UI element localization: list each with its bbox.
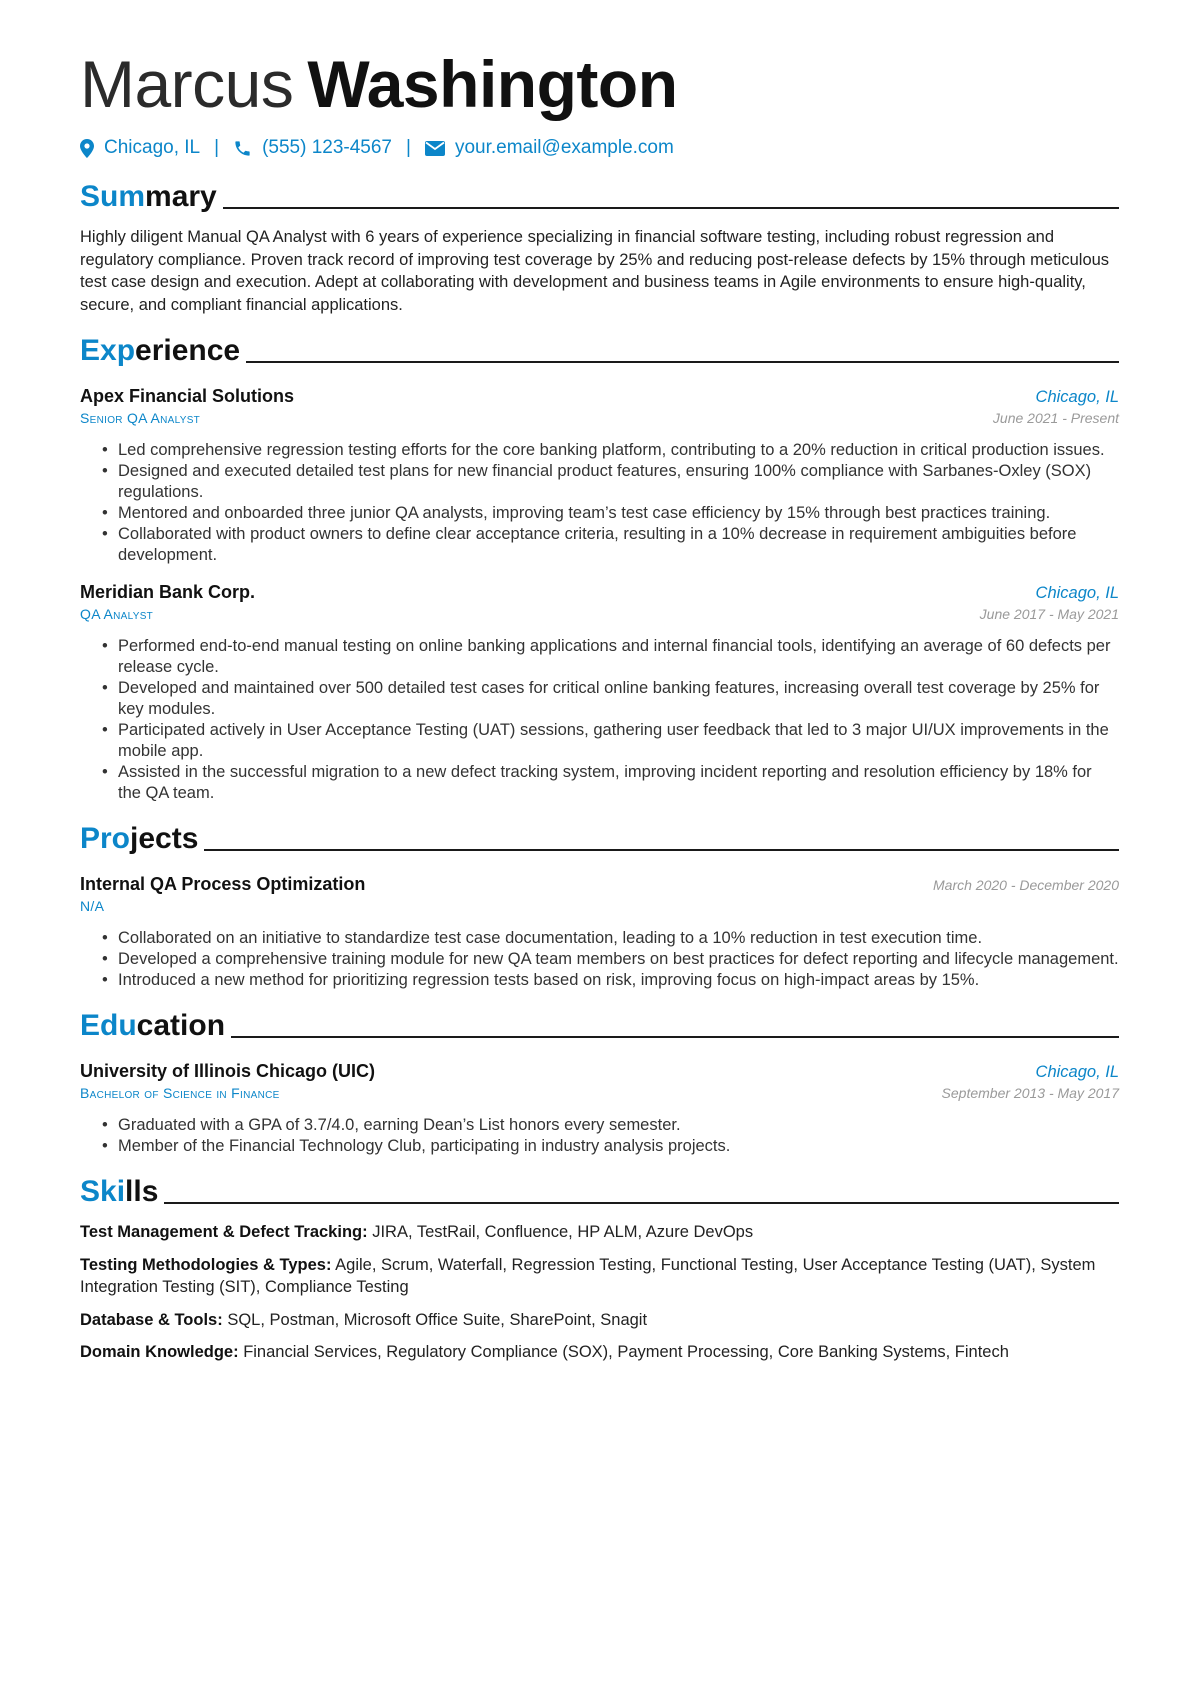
- section-divider: [223, 207, 1119, 209]
- achievement-item: • Developed a comprehensive training module for new QA team members on best practices for defect reporting and lifecycle management.: [118, 949, 1119, 970]
- experience-list: [80, 386, 1119, 804]
- section-divider: [164, 1202, 1119, 1204]
- employer-name: Meridian Bank Corp.: [80, 582, 256, 602]
- achievement-item: • Collaborated on an initiative to standardize test case documentation, leading to a 10% reduction in test execution time.: [118, 928, 1119, 949]
- project-role: N/A: [80, 898, 105, 914]
- job-dates: June 2021 - Present: [992, 410, 1119, 426]
- achievement-item: • Led comprehensive regression testing efforts for the core banking platform, contributing to a 20% reduction in critical production issues.: [118, 440, 1119, 461]
- education-list: [80, 1061, 1119, 1157]
- skill-row: [80, 1341, 1119, 1364]
- projects-list: [80, 874, 1119, 991]
- summary-text: Highly diligent Manual QA Analyst with 6 years of experience specializing in financial software testing, including robust regression and regulatory compliance. Proven track record of improving test coverage by 25% and reducing post-release defects by 15% through meticulous test case design and execution. Adept at collaborating with development and business teams in Agile environments to ensure high-quality, secure, and compliant financial applications.: [80, 228, 1110, 314]
- project-name: Internal QA Process Optimization: [80, 874, 366, 894]
- achievement-item: • Developed and maintained over 500 detailed test cases for critical online banking features, increasing overall test coverage by 25% for key modules.: [118, 678, 1119, 720]
- skill-category: Testing Methodologies & Types:: [80, 1255, 332, 1274]
- skill-values: SQL, Postman, Microsoft Office Suite, SharePoint, Snagit: [227, 1310, 648, 1329]
- achievement-item: • Performed end-to-end manual testing on online banking applications and internal financial tools, identifying an average of 60 defects per release cycle.: [118, 636, 1119, 678]
- first-name: Marcus: [80, 47, 294, 121]
- contact-email[interactable]: [425, 137, 674, 159]
- degree: Bachelor of Science in Finance: [80, 1085, 280, 1101]
- employer-name: Apex Financial Solutions: [80, 386, 295, 406]
- skill-category: Database & Tools:: [80, 1310, 223, 1329]
- education-dates: September 2013 - May 2017: [941, 1085, 1119, 1101]
- resume-page: [80, 0, 1119, 1374]
- job-location: Chicago, IL: [1035, 388, 1119, 406]
- project-entry: [80, 874, 1119, 991]
- achievement-list: [80, 1115, 1119, 1157]
- skills-heading: [80, 1173, 1119, 1209]
- envelope-icon: [425, 141, 445, 156]
- projects-heading: [80, 820, 1119, 856]
- section-divider: [204, 849, 1119, 851]
- section-title: Education: [80, 1009, 226, 1042]
- skill-row: [80, 1254, 1119, 1299]
- achievement-item: • Mentored and onboarded three junior QA analysts, improving team’s test case efficiency by 15% through best practices training.: [118, 503, 1119, 524]
- skill-values: Agile, Scrum, Waterfall, Regression Testing, Functional Testing, User Acceptance Testing (UAT), System Integration Testing (SIT), Compliance Testing: [80, 1255, 1096, 1296]
- section-title: Skills: [80, 1175, 159, 1208]
- achievement-list: [80, 928, 1119, 991]
- skill-values: Financial Services, Regulatory Compliance (SOX), Payment Processing, Core Banking Systems, Fintech: [243, 1343, 1009, 1361]
- last-name: Washington: [307, 47, 678, 121]
- achievement-item: • Participated actively in User Acceptance Testing (UAT) sessions, gathering user feedback that led to 3 major UI/UX improvements in the mobile app.: [118, 720, 1119, 762]
- project-dates: March 2020 - December 2020: [933, 877, 1119, 893]
- achievement-item: • Member of the Financial Technology Club, participating in industry analysis projects.: [118, 1136, 1119, 1157]
- skills-list: [80, 1221, 1119, 1364]
- job-title: Senior QA Analyst: [80, 410, 201, 426]
- achievement-list: [80, 636, 1119, 804]
- skill-category: Domain Knowledge:: [80, 1343, 239, 1361]
- map-pin-icon: [80, 139, 94, 158]
- job-dates: June 2017 - May 2021: [979, 606, 1119, 622]
- section-divider: [231, 1036, 1119, 1038]
- achievement-item: • Designed and executed detailed test plans for new financial product features, ensuring 100% compliance with Sarbanes-Oxley (SOX) regulations.: [118, 461, 1119, 503]
- skill-row: [80, 1309, 1119, 1332]
- section-title: Experience: [80, 334, 241, 367]
- summary-heading: [80, 178, 1119, 214]
- skill-row: [80, 1221, 1119, 1244]
- contact-bar: [80, 134, 1119, 162]
- candidate-name: [80, 44, 1119, 124]
- contact-separator: |: [406, 137, 411, 158]
- job-title: QA Analyst: [80, 606, 154, 622]
- achievement-item: • Assisted in the successful migration to a new defect tracking system, improving incident reporting and resolution efficiency by 18% for the QA team.: [118, 762, 1119, 804]
- experience-heading: [80, 332, 1119, 368]
- phone-text[interactable]: (555) 123-4567: [262, 137, 392, 158]
- section-divider: [246, 361, 1119, 363]
- achievement-list: [80, 440, 1119, 566]
- achievement-item: • Introduced a new method for prioritizing regression tests based on risk, improving focus on high-impact areas by 15%.: [118, 970, 1119, 991]
- contact-phone[interactable]: [233, 137, 392, 159]
- contact-separator: |: [214, 137, 220, 158]
- location-text: Chicago, IL: [104, 137, 201, 158]
- section-title: Summary: [80, 180, 217, 213]
- experience-entry: [80, 582, 1119, 804]
- experience-entry: [80, 386, 1119, 566]
- school-location: Chicago, IL: [1035, 1063, 1119, 1081]
- achievement-item: • Graduated with a GPA of 3.7/4.0, earning Dean’s List honors every semester.: [118, 1115, 1119, 1136]
- section-title: Projects: [80, 822, 199, 855]
- achievement-item: • Collaborated with product owners to define clear acceptance criteria, resulting in a 10% decrease in requirement ambiguities before development.: [118, 524, 1119, 566]
- job-location: Chicago, IL: [1035, 584, 1119, 602]
- skill-category: Test Management & Defect Tracking:: [80, 1223, 368, 1241]
- education-heading: [80, 1007, 1119, 1043]
- skill-values: JIRA, TestRail, Confluence, HP ALM, Azure DevOps: [372, 1223, 754, 1241]
- education-entry: [80, 1061, 1119, 1157]
- school-name: University of Illinois Chicago (UIC): [80, 1061, 376, 1081]
- contact-location: [80, 137, 200, 159]
- email-link[interactable]: your.email@example.com: [454, 137, 674, 158]
- phone-icon: [233, 139, 252, 158]
